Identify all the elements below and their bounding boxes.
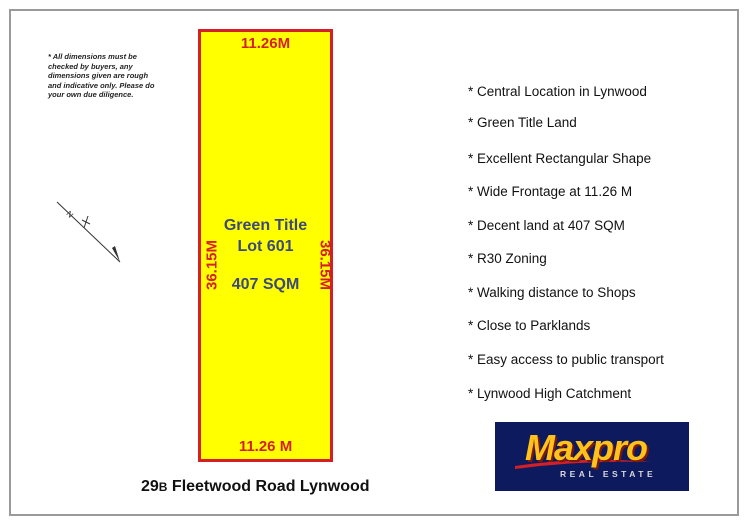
property-address <box>141 478 370 496</box>
lot-left-dimension: 36.15M <box>203 239 221 291</box>
feature-item: * Easy access to public transport <box>468 352 664 367</box>
feature-item: * Excellent Rectangular Shape <box>468 151 652 166</box>
lot-info <box>201 215 330 295</box>
feature-item: * Lynwood High Catchment <box>468 386 632 401</box>
feature-item: * Decent land at 407 SQM <box>468 218 625 233</box>
lot-plan <box>198 29 333 462</box>
feature-item: * Wide Frontage at 11.26 M <box>468 184 633 199</box>
feature-item: * Close to Parklands <box>468 318 591 333</box>
lot-title: Green Title <box>223 217 308 234</box>
address-suffix: B <box>158 480 168 494</box>
lot-area: 407 SQM <box>231 276 300 293</box>
lot-right-dimension: 36.15M <box>316 239 334 291</box>
maxpro-logo <box>495 422 689 491</box>
address-street: Fleetwood Road Lynwood <box>167 478 370 495</box>
feature-item: * Walking distance to Shops <box>468 285 636 300</box>
logo-wordmark: Maxpro <box>525 427 648 468</box>
feature-item: * R30 Zoning <box>468 251 547 266</box>
logo-tagline: REAL ESTATE <box>560 469 657 479</box>
disclaimer-note: * All dimensions must be checked by buyers, any dimensions given are rough and indicative only. Please do your own due diligence. <box>48 52 155 100</box>
feature-item: * Green Title Land <box>468 115 577 130</box>
north-letter: N <box>64 209 75 220</box>
north-arrow-icon <box>52 198 132 268</box>
lot-top-dimension: 11.26M <box>240 35 291 52</box>
lot-number: Lot 601 <box>237 238 294 255</box>
feature-item: * Central Location in Lynwood <box>468 84 647 99</box>
address-number: 29 <box>141 478 159 495</box>
lot-bottom-dimension: 11.26 M <box>238 438 293 455</box>
